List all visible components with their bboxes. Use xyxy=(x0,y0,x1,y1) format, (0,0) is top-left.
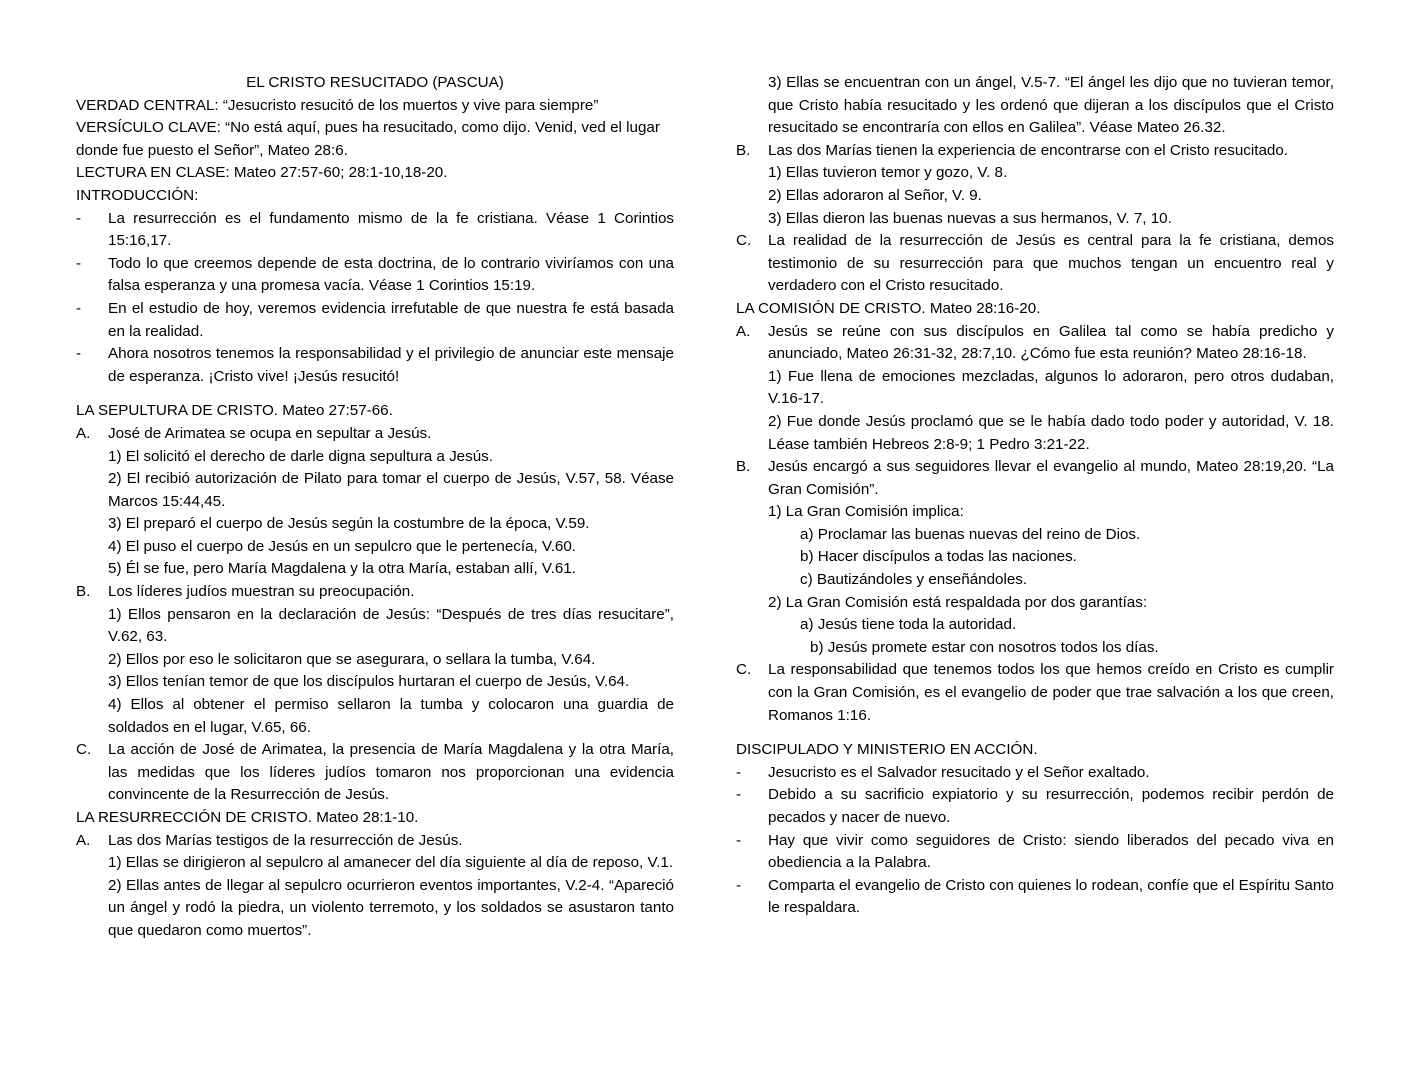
resurrection-point-a: A. Las dos Marías testigos de la resurrección de Jesús. xyxy=(76,831,463,849)
burial-point-c: C. La acción de José de Arimatea, la presencia de María Magdalena y la otra María, las medidas que los líderes judíos tomaron nos proporcionan una evidencia convincente de la Resurrección de Jesús. xyxy=(76,741,674,804)
resurrection-point-c: C. La realidad de la resurrección de Jesús es central para la fe cristiana, demos testimonio de su resurrección para que muchos tengan un encuentro real y verdadero con el Cristo resucitado. xyxy=(736,232,1334,295)
burial-a-sub: 5) Él se fue, pero María Magdalena y la otra María, estaban allí, V.61. xyxy=(108,560,576,578)
burial-heading: LA SEPULTURA DE CRISTO. Mateo 27:57-66. xyxy=(76,402,393,420)
resurrection-a-sub: 2) Ellas antes de llegar al sepulcro ocurrieron eventos importantes, V.2-4. “Apareció un ángel y rodó la piedra, un violento terremoto, y los soldados se asustaron tanto que quedaron como muertos”. xyxy=(108,876,674,939)
resurrection-b-sub: 1) Ellas tuvieron temor y gozo, V. 8. xyxy=(768,164,1008,182)
left-column xyxy=(76,72,674,943)
resurrection-a-sub: 1) Ellas se dirigieron al sepulcro al amanecer del día siguiente al día de reposo, V.1. xyxy=(108,854,674,872)
resurrection-point-b: B. Las dos Marías tienen la experiencia de encontrarse con el Cristo resucitado. xyxy=(736,141,1289,159)
resurrection-b-sub: 3) Ellas dieron las buenas nuevas a sus hermanos, V. 7, 10. xyxy=(768,209,1172,227)
commission-b-2-item: b) Jesús promete estar con nosotros todos los días. xyxy=(810,638,1159,656)
burial-point-b: B. Los líderes judíos muestran su preocupación. xyxy=(76,583,415,601)
right-column xyxy=(736,72,1334,920)
burial-b-sub: 2) Ellos por eso le solicitaron que se asegurara, o sellara la tumba, V.64. xyxy=(108,650,596,668)
commission-b-sub: 1) La Gran Comisión implica: xyxy=(768,503,964,521)
commission-b-2-item: a) Jesús tiene toda la autoridad. xyxy=(800,616,1017,634)
resurrection-heading: LA RESURRECCIÓN DE CRISTO. Mateo 28:1-10. xyxy=(76,809,419,826)
discipleship-item: - Jesucristo es el Salvador resucitado y el Señor exaltado. xyxy=(736,763,1150,781)
key-verse: VERSÍCULO CLAVE: “No está aquí, pues ha resucitado, como dijo. Venid, ved el lugar donde fue puesto el Señor”, Mateo 28:6. xyxy=(76,119,660,159)
commission-point-b: B. Jesús encargó a sus seguidores llevar el evangelio al mundo, Mateo 28:19,20. “La Gran Comisión”. xyxy=(736,458,1334,498)
commission-b-1-item: a) Proclamar las buenas nuevas del reino de Dios. xyxy=(800,525,1141,543)
burial-b-sub: 3) Ellos tenían temor de que los discípulos hurtaran el cuerpo de Jesús, V.64. xyxy=(108,673,630,691)
intro-item: - Ahora nosotros tenemos la responsabilidad y el privilegio de anunciar este mensaje de esperanza. ¡Cristo vive! ¡Jesús resucitó! xyxy=(76,345,674,385)
central-truth: VERDAD CENTRAL: “Jesucristo resucitó de los muertos y vive para siempre” xyxy=(76,96,599,114)
burial-point-a: A. José de Arimatea se ocupa en sepultar a Jesús. xyxy=(76,424,432,442)
intro-heading: INTRODUCCIÓN: xyxy=(76,186,199,204)
discipleship-item: - Debido a su sacrificio expiatorio y su resurrección, podemos recibir perdón de pecados y nacer de nuevo. xyxy=(736,786,1334,826)
commission-point-c: C. La responsabilidad que tenemos todos los que hemos creído en Cristo es cumplir con la Gran Comisión, es el evangelio de poder que trae salvación a los que creen, Romanos 1:16. xyxy=(736,661,1334,724)
document-title: EL CRISTO RESUCITADO (PASCUA) xyxy=(246,74,504,91)
commission-heading: LA COMISIÓN DE CRISTO. Mateo 28:16-20. xyxy=(736,299,1041,317)
intro-item: - Todo lo que creemos depende de esta doctrina, de lo contrario viviríamos con una falsa esperanza y una promesa vacía. Véase 1 Corintios 15:19. xyxy=(76,254,674,295)
burial-a-sub: 2) El recibió autorización de Pilato para tomar el cuerpo de Jesús, V.57, 58. Véase Marcos 15:44,45. xyxy=(108,470,674,510)
resurrection-b-sub: 2) Ellas adoraron al Señor, V. 9. xyxy=(768,186,982,204)
commission-a-sub: 2) Fue donde Jesús proclamó que se le había dado todo poder y autoridad, V. 18. Léase también Hebreos 2:8-9; 1 Pedro 3:21-22. xyxy=(768,412,1334,453)
burial-a-sub: 4) El puso el cuerpo de Jesús en un sepulcro que le pertenecía, V.60. xyxy=(108,537,577,555)
discipleship-item: - Comparta el evangelio de Cristo con quienes lo rodean, confíe que el Espíritu Santo le respaldara. xyxy=(736,876,1334,917)
commission-a-sub: 1) Fue llena de emociones mezcladas, algunos lo adoraron, pero otros dudaban, V.16-17. xyxy=(768,367,1334,408)
discipleship-item: - Hay que vivir como seguidores de Cristo: siendo liberados del pecado viva en obediencia a la Palabra. xyxy=(736,831,1334,872)
commission-b-1-item: c) Bautizándoles y enseñándoles. xyxy=(800,571,1028,589)
burial-a-sub: 3) El preparó el cuerpo de Jesús según la costumbre de la época, V.59. xyxy=(108,515,590,533)
burial-b-sub: 4) Ellos al obtener el permiso sellaron la tumba y colocaron una guardia de soldados en el lugar, V.65, 66. xyxy=(108,696,674,736)
commission-point-a: A. Jesús se reúne con sus discípulos en Galilea tal como se había predicho y anunciado, Mateo 26:31-32, 28:7,10. ¿Cómo fue esta reunión? Mateo 28:16-18. xyxy=(736,322,1334,363)
intro-item: - En el estudio de hoy, veremos evidencia irrefutable de que nuestra fe está basada en la realidad. xyxy=(76,299,674,340)
resurrection-a-sub: 3) Ellas se encuentran con un ángel, V.5-7. “El ángel les dijo que no tuvieran temor, que Cristo había resucitado y les ordenó que dijeran a los discípulos que el Cristo resucitado se encontraría con ellos en Galilea”. Véase Mateo 26.32. xyxy=(768,74,1334,137)
class-reading: LECTURA EN CLASE: Mateo 27:57-60; 28:1-10,18-20. xyxy=(76,164,448,182)
commission-b-sub: 2) La Gran Comisión está respaldada por dos garantías: xyxy=(768,593,1148,611)
intro-item: - La resurrección es el fundamento mismo de la fe cristiana. Véase 1 Corintios 15:16,17. xyxy=(76,209,674,250)
commission-b-1-item: b) Hacer discípulos a todas las naciones. xyxy=(800,548,1077,566)
burial-b-sub: 1) Ellos pensaron en la declaración de Jesús: “Después de tres días resucitare”, V.62, 63. xyxy=(108,605,674,646)
discipleship-heading: DISCIPULADO Y MINISTERIO EN ACCIÓN. xyxy=(736,741,1038,759)
burial-a-sub: 1) El solicitó el derecho de darle digna sepultura a Jesús. xyxy=(108,447,493,465)
